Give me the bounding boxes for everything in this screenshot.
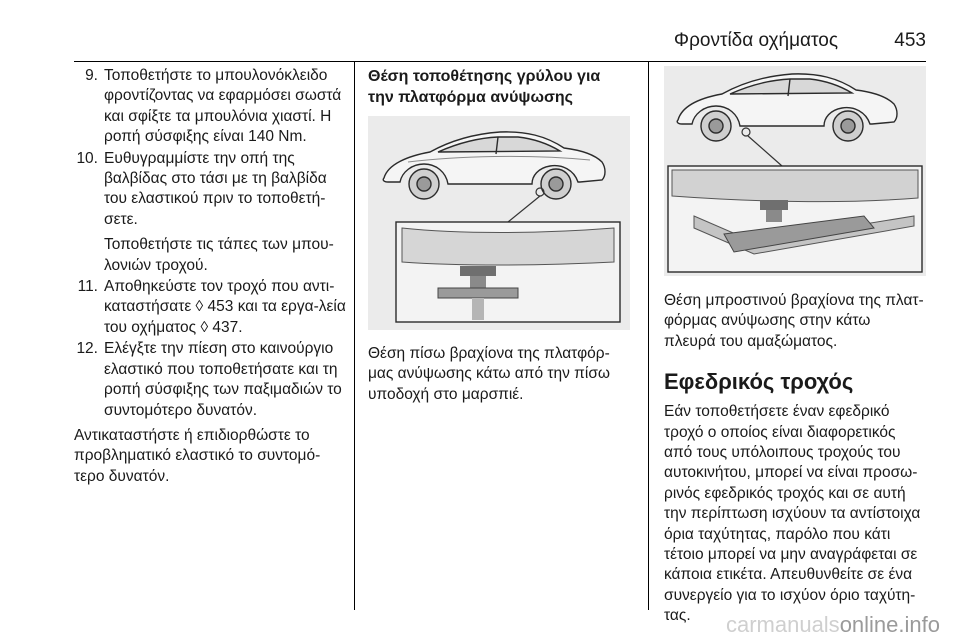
front-lift-arm-illustration <box>664 66 926 276</box>
step-text: Τοποθετήστε το μπουλονόκλειδο φροντίζοντας να εφαρμόσει σωστά και σφίξτε τα μπουλόνια χιαστί. Η ροπή σύσφιξης είναι 140 Nm. <box>104 67 342 146</box>
watermark-prefix: carmanuals <box>725 612 840 637</box>
column-divider-1 <box>354 62 355 610</box>
car-side-icon <box>677 74 897 141</box>
step-item <box>74 149 349 276</box>
replacement-note: Αντικαταστήστε ή επιδιορθώστε το προβληματικό ελαστικό το συντομό‐τερο δυνατόν. <box>74 426 321 485</box>
spare-wheel-heading: Εφεδρικός τροχός <box>664 369 854 395</box>
watermark-domain: online.info <box>839 612 940 637</box>
page-header <box>74 30 926 56</box>
steps-column <box>74 66 349 487</box>
step-item <box>74 66 349 148</box>
step-number: 9. <box>85 67 98 84</box>
lift-pad-detail <box>668 166 922 272</box>
step-text: Αποθηκεύστε τον τροχό που αντι‐καταστήσατε ◊ 453 και τα εργα‐λεία του οχήματος ◊ 437. <box>104 278 346 336</box>
running-title: Φροντίδα οχήματος <box>673 30 838 51</box>
step-number: 11. <box>77 278 98 296</box>
step-number: 12. <box>76 340 98 358</box>
step-text: Ευθυγραμμίστε την οπή της βαλβίδας στο τάσι με τη βαλβίδα του ελαστικού πριν το τοποθετή‐σετε. <box>104 149 327 228</box>
rear-arm-caption: Θέση πίσω βραχίονα της πλατφόρ‐μας ανύψωσης κάτω από την πίσω υποδοχή στο μαρσπιέ. <box>368 345 610 403</box>
step-text: Τοποθετήστε τις τάπες των μπου‐λονιών τροχού. <box>104 236 334 274</box>
step-text: Ελέγξτε την πίεση στο καινούργιο ελαστικό που τοποθετήσατε και τη ροπή σύσφιξης των παξιμαδιών το συντομότερο δυνατόν. <box>104 340 342 419</box>
step-number: 10. <box>76 149 98 167</box>
front-arm-caption: Θέση μπροστινού βραχίονα της πλατ‐φόρμας ανύψωσης στην κάτω πλευρά του αμαξώματος. <box>664 292 924 350</box>
spare-wheel-column <box>664 66 926 627</box>
page-number: 453 <box>894 30 926 51</box>
jacking-heading: Θέση τοποθέτησης γρύλου για την πλατφόρμα ανύψωσης <box>368 68 601 106</box>
car-side-icon <box>383 132 605 199</box>
step-item <box>74 339 349 421</box>
column-divider-2 <box>648 62 649 610</box>
jacking-column <box>368 66 630 405</box>
header-rule <box>74 61 926 62</box>
lift-pad-detail <box>396 222 620 322</box>
spare-wheel-text: Εάν τοποθετήσετε έναν εφεδρικό τροχό ο οποίος είναι διαφορετικός από τους υπόλοιπους τροχούς του αυτοκινήτου, μπορεί να είναι προσω‐ρινός εφεδρικός τροχός και σε αυτή την περίπτωση ισχύουν τα αντίστοιχα όρια ταχύτητας, παρόλο που κάτι τέτοιο μπορεί να μην αναγράφεται σε κάποια ετικέτα. Απευθυνθείτε σε ένα συνεργείο για το ισχύον όριο ταχύτη‐τας. <box>664 403 921 625</box>
step-item <box>74 277 349 338</box>
rear-lift-arm-illustration <box>368 116 630 330</box>
watermark <box>726 612 940 638</box>
